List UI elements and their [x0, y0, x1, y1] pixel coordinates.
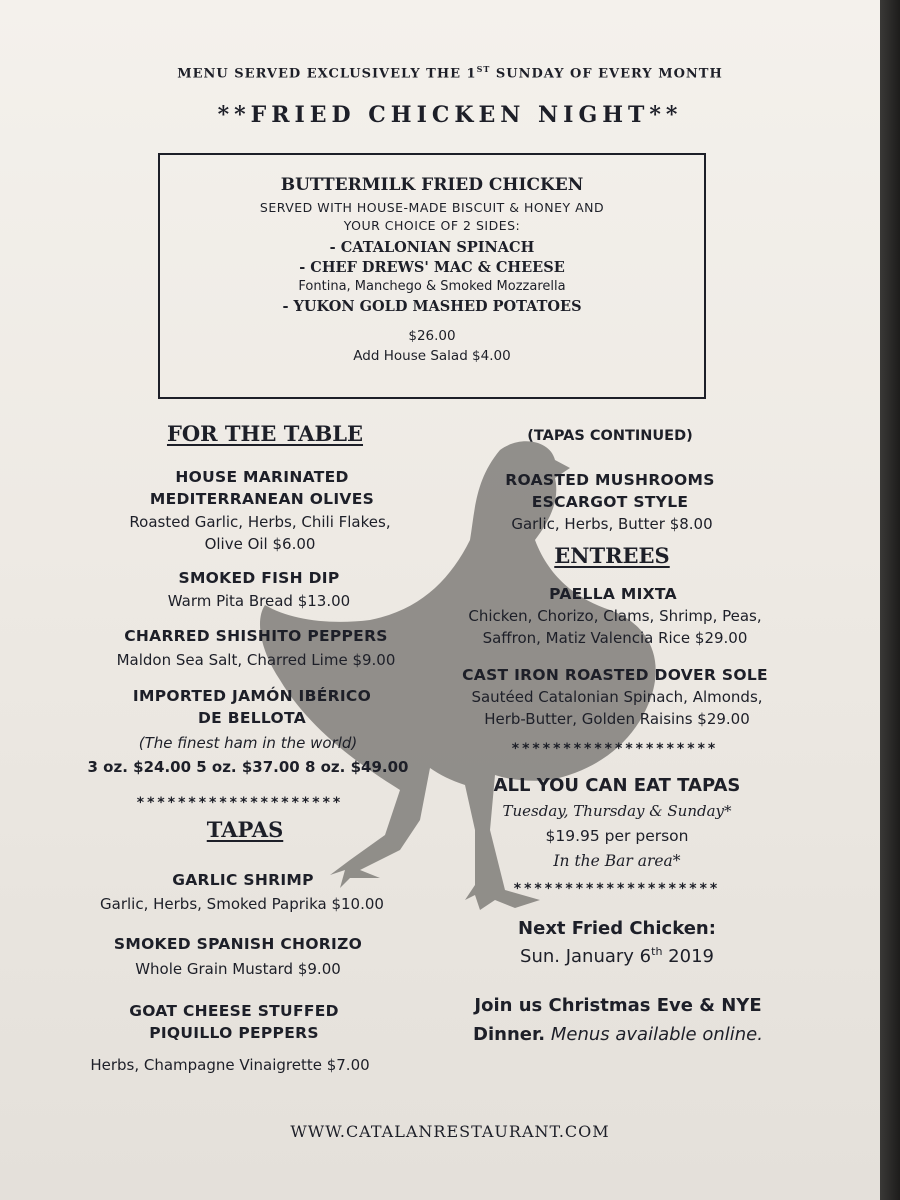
menu-item-name: GARLIC SHRIMP	[172, 871, 314, 889]
menu-item-name: ROASTED MUSHROOMS ESCARGOT STYLE	[505, 471, 715, 511]
menu-item-name: IMPORTED JAMÓN IBÉRICO DE BELLOTA	[132, 687, 372, 727]
website-link[interactable]: WWW.CATALANRESTAURANT.COM	[290, 1122, 610, 1141]
next-event-date: Sun. January 6th 2019	[520, 945, 714, 967]
section-heading-all-you-can-eat: ALL YOU CAN EAT TAPAS	[493, 775, 741, 796]
menu-schedule-note: MENU SERVED EXCLUSIVELY THE 1ST SUNDAY OF EVERY MONTH	[177, 64, 723, 82]
divider-stars: ********************	[511, 741, 719, 757]
background-edge	[880, 0, 900, 1200]
featured-dish-subtitle: SERVED WITH HOUSE-MADE BISCUIT & HONEY AND YOUR CHOICE OF 2 SIDES:	[259, 200, 605, 233]
promo-days: Tuesday, Thursday & Sunday*	[502, 802, 732, 820]
menu-item-name: PAELLA MIXTA	[549, 585, 677, 603]
menu-item-name: GOAT CHEESE STUFFED PIQUILLO PEPPERS	[129, 1002, 339, 1042]
menu-item-description: Garlic, Herbs, Smoked Paprika $10.00	[100, 895, 384, 913]
side-option-note: Fontina, Manchego & Smoked Mozzarella	[298, 279, 566, 294]
menu-item-description: Sautéed Catalonian Spinach, Almonds, Herb-Butter, Golden Raisins $29.00	[471, 688, 763, 728]
menu-item-description: Garlic, Herbs, Butter $8.00	[511, 515, 713, 533]
promo-price: $19.95 per person	[545, 827, 689, 845]
section-heading-entrees: ENTREES	[554, 543, 670, 568]
featured-dish-price: $26.00	[408, 328, 456, 344]
section-heading-for-the-table: FOR THE TABLE	[166, 421, 364, 446]
menu-item-description: Chicken, Chorizo, Clams, Shrimp, Peas, Saffron, Matiz Valencia Rice $29.00	[468, 607, 762, 647]
menu-item-description: Whole Grain Mustard $9.00	[135, 960, 341, 978]
page-title: **FRIED CHICKEN NIGHT**	[217, 102, 683, 128]
menu-item-description: Warm Pita Bread $13.00	[167, 592, 351, 610]
featured-dish-box	[158, 153, 706, 399]
section-heading-tapas-continued: (TAPAS CONTINUED)	[527, 428, 693, 444]
section-heading-tapas: TAPAS	[206, 817, 284, 842]
promo-area: In the Bar area*	[553, 852, 681, 870]
side-option: - YUKON GOLD MASHED POTATOES	[282, 298, 582, 315]
menu-item-name: HOUSE MARINATED MEDITERRANEAN OLIVES	[149, 468, 375, 508]
menu-item-name: SMOKED SPANISH CHORIZO	[113, 935, 363, 953]
menu-item-description: Herbs, Champagne Vinaigrette $7.00	[90, 1056, 370, 1074]
next-event-label: Next Fried Chicken:	[518, 918, 716, 939]
featured-dish-title: BUTTERMILK FRIED CHICKEN	[280, 175, 584, 195]
holiday-promo: Join us Christmas Eve & NYE Dinner. Menus available online.	[473, 995, 763, 1045]
menu-item-name: CHARRED SHISHITO PEPPERS	[124, 627, 388, 645]
menu-item-name: SMOKED FISH DIP	[178, 569, 340, 587]
divider-stars: ********************	[513, 881, 721, 897]
menu-item-note: (The finest ham in the world)	[138, 734, 358, 752]
side-option: - CATALONIAN SPINACH	[329, 239, 535, 256]
featured-dish-addon: Add House Salad $4.00	[353, 348, 511, 364]
divider-stars: ********************	[136, 795, 344, 811]
side-option: - CHEF DREWS' MAC & CHEESE	[299, 259, 565, 276]
menu-item-name: CAST IRON ROASTED DOVER SOLE	[462, 666, 768, 684]
menu-item-prices: 3 oz. $24.00 5 oz. $37.00 8 oz. $49.00	[87, 758, 409, 776]
menu-item-description: Roasted Garlic, Herbs, Chili Flakes, Olive Oil $6.00	[129, 513, 391, 553]
menu-item-description: Maldon Sea Salt, Charred Lime $9.00	[116, 651, 396, 669]
